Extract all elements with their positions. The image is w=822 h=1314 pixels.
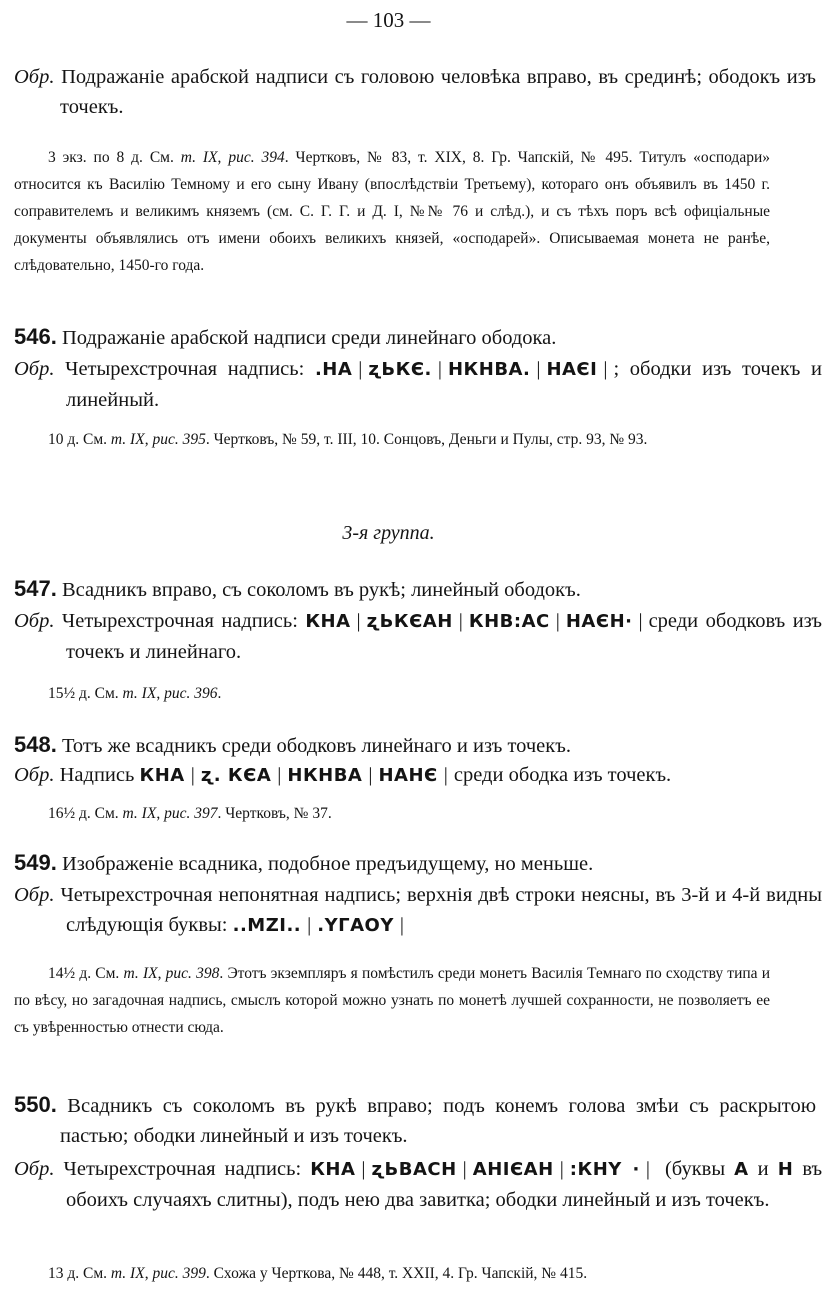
note-text: , [217,149,222,166]
inscription-letter: А [734,1159,749,1180]
entry-548-note [14,800,770,827]
entry-547-note [14,680,770,707]
entry-title: Всадникъ вправо, съ соколомъ въ рукѣ; линейный ободокъ. [61,579,581,601]
obverse-label: Обр. [14,764,55,786]
obverse-text: въ обоихъ случаяхъ слитны), подъ нею два завитка; ободки линейный и изъ точекъ. [66,1158,822,1211]
entry-550-obverse: Обр. Четырехстрочная надпись: КНА | ʐЬВАСН | АНІЄАН | :КНҮ · | (буквы А и Н въ обоихъ случаяхъ слитны), подъ нею два завитка; ободки линейный и изъ точекъ. [14,1158,822,1211]
entry-549-note [14,960,770,1041]
entry-number: 546. [14,324,57,349]
inscription: АНІЄАН [472,1159,554,1180]
obverse-label: Обр. [14,610,55,632]
note-ref: рис. 396 [164,685,218,702]
inscription: .НА [314,359,353,380]
note-text: , [156,685,161,702]
inscription: НАЄІ [546,359,598,380]
entry-546-title [14,322,770,353]
note-text: , [144,1265,149,1282]
entry-547-obverse: Обр. Четырехстрочная надпись: КНА | ʐЬКЄАН | КНВ:АС | НАЄН· | среди ободковъ изъ точекъ и линейнаго. [14,610,822,663]
note-text: . Этотъ экземпляръ я помѣстилъ среди монетъ Василія Темнаго по сходству типа и по вѣсу, но загадочная надпись, смыслъ которой можно узнать по монетѣ лучшей сохранности, не позволяетъ ее съ увѣренностью отнести сюда. [14,965,771,1036]
entry-550-note [14,1260,770,1287]
inscription: НАНЄ [378,765,438,786]
inscription: НКНВА. [447,359,531,380]
obverse-text: среди ободка изъ точекъ. [453,764,672,786]
inscription: ʐЬВАСН [371,1159,457,1180]
inscription: КНА [305,611,351,632]
obverse-text: среди ободковъ изъ точекъ и линейнаго. [66,610,822,663]
obverse-text: Четырехстрочная надпись: [65,358,305,380]
obverse-label: Обр. [14,884,55,906]
intro-note [14,144,770,279]
entry-title: Всадникъ съ соколомъ въ рукѣ вправо; подъ конемъ голова змѣи съ раскрытою пастью; ободки линейный и изъ точекъ. [60,1095,817,1147]
inscription: :КНҮ · [569,1159,640,1180]
note-ref: т. IX [122,685,157,702]
inscription: НКНВА [287,765,363,786]
note-ref: рис. 398 [165,965,220,982]
note-ref: рис. 395 [152,431,206,448]
entry-number: 547. [14,576,57,601]
intro-obverse [14,62,816,122]
note-text: 14½ д. См. [48,965,120,982]
note-ref: т. IX [110,431,145,448]
inscription: НАЄН· [565,611,633,632]
entry-title: Подражаніе арабской надписи среди линейнаго ободока. [61,327,557,349]
note-text: 13 д. См. [48,1265,108,1282]
note-text: 10 д. См. [48,431,108,448]
inscription: КНА [310,1159,356,1180]
obverse-text: (буквы [664,1158,726,1180]
inscription: КНА [139,765,185,786]
entry-title: Тотъ же всадникъ среди ободковъ линейнаго и изъ точекъ. [61,735,571,757]
entry-550-title [14,1090,816,1151]
obverse-label: Обр. [14,66,55,88]
inscription: ʐЬКЄ. [368,359,432,380]
entry-548-title [14,730,770,761]
inscription: ʐЬКЄАН [366,611,453,632]
obverse-text: Четырехстрочная непонятная надпись; верхнія двѣ строки неясны, въ 3-й и 4-й видны слѣдующія буквы: [60,884,822,936]
note-ref: т. IX [123,965,158,982]
inscription: .ҮГАОҮ [317,915,394,936]
entry-549-obverse: Обр. Четырехстрочная непонятная надпись; верхнія двѣ строки неясны, въ 3-й и 4-й видны слѣдующія буквы: ..МZІ.. | .ҮГАОҮ | [14,884,822,936]
entry-546-obverse: Обр. Четырехстрочная надпись: .НА | ʐЬКЄ. | НКНВА. | НАЄІ | ; ободки изъ точекъ и линейный. [14,358,822,411]
note-text: , [144,431,149,448]
note-ref: рис. 397 [164,805,218,822]
note-text: 3 экз. по 8 д. См. [48,149,174,166]
obverse-text: ; ободки изъ точекъ и линейный. [66,358,822,411]
group-heading: 3-я группа. [342,522,435,544]
entry-549-title [14,848,770,879]
entry-548-obverse: Обр. Надпись КНА | ʐ. КЄА | НКНВА | НАНЄ | среди ободка изъ точекъ. [14,764,672,786]
obverse-text: Четырехстрочная надпись: [61,610,298,632]
note-text: 15½ д. См. [48,685,119,702]
obverse-text: и [757,1158,769,1180]
inscription: ..МZІ.. [232,915,302,936]
obverse-label: Обр. [14,1158,55,1180]
note-ref: т. IX [110,1265,145,1282]
note-text: , [156,805,161,822]
entry-number: 548. [14,732,57,757]
note-text: . Чертковъ, № 83, т. XIX, 8. Гр. Чапскій, № 495. Титулъ «осподари» относится къ Василію Темному и его сыну Ивану (впослѣдствіи Третьему), котораго онъ объявилъ въ 1450 г. соправителемъ и великимъ княземъ (см. С. Г. Г. и Д. I, №№ 76 и слѣд.), и съ тѣхъ поръ всѣ офиціальные документы объявлялись отъ имени обоихъ великихъ князей, «осподарей». Описываемая монета не ранѣе, слѣдовательно, 1450-го года. [14,149,770,274]
note-ref: т. IX [180,149,218,166]
inscription: КНВ:АС [468,611,550,632]
note-text: . Чертковъ, № 59, т. III, 10. Сонцовъ, Деньги и Пулы, стр. 93, № 93. [205,431,648,448]
note-ref: рис. 399 [152,1265,206,1282]
note-text: . Чертковъ, № 37. [217,805,332,822]
obverse-text: Четырехстрочная надпись: [63,1158,302,1180]
obverse-label: Обр. [14,358,55,380]
inscription-letter: Н [777,1159,794,1180]
note-text: 16½ д. См. [48,805,119,822]
obverse-text: Надпись [59,764,135,786]
entry-number: 549. [14,850,57,875]
entry-546-note [14,426,770,453]
note-ref: рис. 394 [228,149,285,166]
note-text: . Схожа у Черткова, № 448, т. XXII, 4. Гр. Чапскій, № 415. [205,1265,588,1282]
entry-number: 550. [14,1092,57,1117]
entry-547-title [14,574,770,605]
note-ref: т. IX [122,805,157,822]
note-text: . [217,685,222,702]
note-text: , [157,965,162,982]
page-number: — 103 — [346,8,431,32]
inscription: ʐ. КЄА [200,765,272,786]
obverse-text: Подражаніе арабской надписи съ головою человѣка вправо, въ срединѣ; ободокъ изъ точекъ. [60,66,817,118]
entry-title: Изображеніе всадника, подобное предъидущему, но меньше. [61,853,594,875]
